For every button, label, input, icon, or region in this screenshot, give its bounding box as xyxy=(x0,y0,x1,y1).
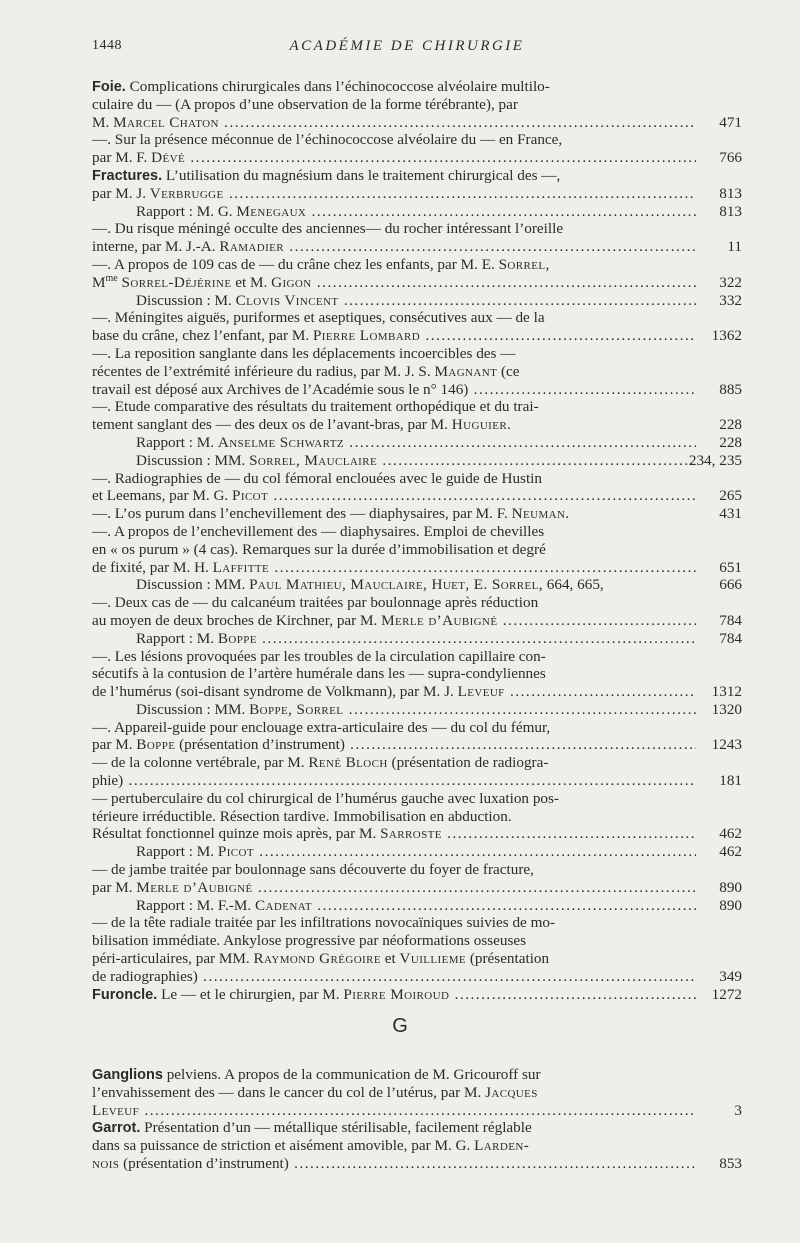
text-run: au moyen de deux broches de Kirchner, par M. xyxy=(92,611,382,629)
author-name: Laffitte xyxy=(212,558,270,576)
index-line-text xyxy=(92,683,696,701)
text-run: phie) xyxy=(92,772,124,790)
index-line-text xyxy=(92,559,696,577)
text-run: de fixité, par M. H. xyxy=(92,558,213,576)
index-line-text xyxy=(92,1084,696,1102)
page-reference: 349 xyxy=(719,967,742,985)
page-reference: 784 xyxy=(719,629,742,647)
author-name: Dévé xyxy=(151,149,186,167)
text-run: —. Du risque méningé occulte des anciennes— du rocher intéressant l’oreille xyxy=(92,220,564,238)
text-run: (présentation d’instrument) xyxy=(175,736,345,754)
text-run: base du crâne, chez l’enfant, par M. xyxy=(92,327,313,345)
index-line xyxy=(92,648,742,666)
index-line xyxy=(92,559,742,577)
index-line-text xyxy=(92,220,696,238)
index-entries-f xyxy=(92,78,742,1003)
page-reference: 322 xyxy=(719,273,742,291)
index-line-text xyxy=(136,897,696,915)
author-name: Cadenat xyxy=(255,896,312,914)
index-line xyxy=(92,131,742,149)
index-line xyxy=(92,594,742,612)
text-run: Discussion : MM. xyxy=(136,576,250,594)
text-run: M xyxy=(92,273,106,291)
index-line xyxy=(92,1084,742,1102)
index-line xyxy=(92,683,742,701)
index-line xyxy=(92,1155,742,1173)
page-reference: 666 xyxy=(719,576,742,594)
page-reference: 11 xyxy=(727,238,742,256)
author-name: Gigon xyxy=(271,273,312,291)
page-reference: 431 xyxy=(719,505,742,523)
index-line xyxy=(92,114,742,132)
index-line xyxy=(92,185,742,203)
index-line-text xyxy=(92,736,696,754)
page-reference: 332 xyxy=(719,291,742,309)
index-line xyxy=(92,825,742,843)
index-line-text xyxy=(92,754,696,772)
index-line-text xyxy=(92,470,696,488)
text-run: Rapport : M. xyxy=(136,843,218,861)
text-run: Discussion : M. xyxy=(136,291,236,309)
page-reference: 1272 xyxy=(711,985,742,1003)
index-line-text xyxy=(136,434,696,452)
text-run: sécutifs à la contusion de l’artère humérale dans les — supra-condyliennes xyxy=(92,665,546,683)
text-run: culaire du — (A propos d’une observation de la forme térébrante), par xyxy=(92,95,518,113)
text-run: par M. F. xyxy=(92,149,152,167)
author-name: Vuillieme xyxy=(399,950,467,968)
author-name: Sorrel-Déjérine xyxy=(121,273,232,291)
text-run: interne, par M. J.-A. xyxy=(92,238,220,256)
text-run: (ce xyxy=(497,362,520,380)
text-run: tement sanglant des — des deux os de l’avant-bras, par M. xyxy=(92,416,452,434)
author-name: Huguier. xyxy=(451,416,512,434)
author-name: Sorrel, xyxy=(498,255,550,273)
author-name: Paul Mathieu, Mauclaire, Huet, E. Sorrel, xyxy=(249,576,543,594)
page-reference: 853 xyxy=(719,1154,742,1172)
headword: Ganglions xyxy=(92,1067,163,1083)
index-line-text xyxy=(92,114,696,132)
index-line xyxy=(92,416,742,434)
index-line-text xyxy=(92,914,696,932)
page-reference: 265 xyxy=(719,487,742,505)
index-line-text xyxy=(92,363,696,381)
index-line-text xyxy=(92,879,696,897)
index-line-text xyxy=(92,398,696,416)
text-run: —. Deux cas de — du calcanéum traitées par boulonnage après réduction xyxy=(92,594,539,612)
page-reference: 813 xyxy=(719,184,742,202)
index-line xyxy=(92,665,742,683)
index-line-text xyxy=(92,1066,696,1085)
index-line-text xyxy=(92,78,696,97)
index-line xyxy=(92,149,742,167)
page-number: 1448 xyxy=(92,38,122,53)
author-name: Picot xyxy=(232,487,269,505)
index-line xyxy=(92,808,742,826)
text-run: travail est déposé aux Archives de l’Académie sous le n° 146) xyxy=(92,380,469,398)
text-run: —. Méningites aiguës, puriformes et aseptiques, consécutives aux — de la xyxy=(92,309,545,327)
index-line-text xyxy=(92,523,696,541)
index-line-text xyxy=(92,541,696,559)
text-run: me xyxy=(105,273,118,284)
headword: Fractures. xyxy=(92,167,163,184)
index-line-text xyxy=(136,843,696,861)
text-run: l’envahissement des — dans le cancer du col de l’utérus, par M. xyxy=(92,1083,486,1101)
author-name: René Bloch xyxy=(308,754,388,772)
text-run: Le — et le chirurgien, par M. xyxy=(157,985,344,1003)
page-reference: 228 xyxy=(719,433,742,451)
text-run: Rapport : M. G. xyxy=(136,202,237,220)
text-run: Discussion : MM. xyxy=(136,700,250,718)
text-run: par M. xyxy=(92,878,137,896)
page-reference: 1362 xyxy=(711,327,742,345)
author-name: Merle d’Aubigné xyxy=(381,611,498,629)
index-line xyxy=(92,914,742,932)
index-line-text xyxy=(92,487,696,505)
index-line xyxy=(92,1137,742,1155)
page-reference: 813 xyxy=(719,202,742,220)
index-line xyxy=(92,292,742,310)
index-line xyxy=(92,78,742,96)
text-run: Résultat fonctionnel quinze mois après, par M. xyxy=(92,825,381,843)
index-line-text xyxy=(92,238,696,256)
author-name: Marcel Chaton xyxy=(113,113,219,131)
author-name: Sorrel, Mauclaire xyxy=(249,451,378,469)
author-name: Pierre Lombard xyxy=(312,327,421,345)
index-line-text xyxy=(92,772,696,790)
index-line xyxy=(92,897,742,915)
text-run: — de la tête radiale traitée par les infiltrations novocaïniques suivies de mo- xyxy=(92,914,556,932)
index-line-text xyxy=(92,96,696,114)
text-run: par M. xyxy=(92,736,137,754)
index-line xyxy=(92,238,742,256)
index-line-text xyxy=(92,986,696,1005)
page-reference: 766 xyxy=(719,149,742,167)
author-name: Jacques xyxy=(485,1083,538,1101)
author-name: Neuman. xyxy=(511,505,570,523)
index-line-text xyxy=(136,576,696,594)
author-name: Boppe xyxy=(217,629,257,647)
index-line-text xyxy=(92,932,696,950)
text-run: Rapport : M. xyxy=(136,433,218,451)
index-line xyxy=(92,630,742,648)
index-line-text xyxy=(92,1137,696,1155)
author-name: Boppe, Sorrel xyxy=(249,700,344,718)
index-line xyxy=(92,950,742,968)
index-line xyxy=(92,274,742,292)
text-run: —. Sur la présence méconnue de l’échinococcose alvéolaire du — en France, xyxy=(92,131,563,149)
text-run: pelviens. A propos de la communication de M. Gricouroff sur xyxy=(162,1066,541,1083)
text-run: —. Etude comparative des résultats du traitement orthopédique et du trai- xyxy=(92,398,539,416)
page-reference: 784 xyxy=(719,611,742,629)
text-run: L’utilisation du magnésium dans le traitement chirurgical des —, xyxy=(162,166,561,184)
author-name: Verbrugge xyxy=(149,184,224,202)
index-line-text xyxy=(92,825,696,843)
text-run: et xyxy=(380,950,400,968)
running-header xyxy=(92,38,722,58)
page-reference: 890 xyxy=(719,878,742,896)
index-entries-g xyxy=(92,1066,742,1173)
text-run: en « os purum » (4 cas). Remarques sur la durée d’immobilisation et degré xyxy=(92,540,546,558)
index-line-text xyxy=(136,630,696,648)
author-name: Clovis Vincent xyxy=(235,291,339,309)
text-run: Discussion : MM. xyxy=(136,451,250,469)
page-reference: 462 xyxy=(719,825,742,843)
author-name: Merle d’Aubigné xyxy=(136,878,253,896)
text-run: —. Les lésions provoquées par les troubles de la circulation capillaire con- xyxy=(92,647,546,665)
index-line-text xyxy=(92,950,696,968)
page-reference: 234, 235 xyxy=(688,451,742,469)
author-name: Leveuf xyxy=(92,1101,140,1119)
index-line xyxy=(92,470,742,488)
index-line xyxy=(92,398,742,416)
section-letter: G xyxy=(392,1015,408,1037)
page-reference: 181 xyxy=(719,772,742,790)
page-reference: 462 xyxy=(719,843,742,861)
index-line-text xyxy=(92,1119,696,1138)
index-line-text xyxy=(92,1102,696,1120)
index-line xyxy=(92,932,742,950)
index-line xyxy=(92,719,742,737)
index-line xyxy=(92,986,742,1004)
index-line xyxy=(92,256,742,274)
index-line-text xyxy=(92,790,696,808)
index-line-text xyxy=(92,345,696,363)
text-run: —. Radiographies de — du col fémoral enclouées avec le guide de Hustin xyxy=(92,469,542,487)
text-run: Rapport : M. xyxy=(136,629,218,647)
author-name: nois xyxy=(92,1154,120,1172)
author-name: Picot xyxy=(217,843,254,861)
index-line-text xyxy=(136,701,696,719)
page-reference: 471 xyxy=(719,113,742,131)
index-line xyxy=(92,523,742,541)
index-line xyxy=(92,612,742,630)
author-name: Leveuf xyxy=(457,683,505,701)
author-name: Sarroste xyxy=(380,825,442,843)
text-run: péri-articulaires, par MM. xyxy=(92,950,254,968)
index-line xyxy=(92,505,742,523)
page-reference: 1243 xyxy=(711,736,742,754)
index-line xyxy=(92,736,742,754)
index-line xyxy=(92,1119,742,1137)
index-line-text xyxy=(92,274,696,292)
page-reference: 228 xyxy=(719,416,742,434)
text-run: 664, 665, xyxy=(542,576,604,594)
text-run: M. xyxy=(92,113,114,131)
text-run: Complications chirurgicales dans l’échinococcose alvéolaire multilo- xyxy=(125,78,550,95)
text-run: (présentation de radiogra- xyxy=(387,754,549,772)
running-title: ACADÉMIE DE CHIRURGIE xyxy=(289,38,525,54)
page-reference: 885 xyxy=(719,380,742,398)
index-line-text xyxy=(92,808,696,826)
text-run: (présentation xyxy=(466,950,550,968)
index-line xyxy=(92,381,742,399)
text-run: récentes de l’extrémité inférieure du radius, par M. J. S. xyxy=(92,362,435,380)
index-line xyxy=(92,309,742,327)
index-line xyxy=(92,541,742,559)
author-name: Raymond Grégoire xyxy=(253,950,381,968)
text-run: —. La reposition sanglante dans les déplacements incoercibles des — xyxy=(92,344,516,362)
text-run: et M. xyxy=(231,273,272,291)
index-line-text xyxy=(92,665,696,683)
index-line xyxy=(92,790,742,808)
index-line-text xyxy=(92,309,696,327)
index-line-text xyxy=(92,861,696,879)
index-line-text xyxy=(136,203,696,221)
headword: Garrot. xyxy=(92,1120,141,1137)
index-line xyxy=(92,345,742,363)
index-line xyxy=(92,167,742,185)
author-name: Menegaux xyxy=(236,202,307,220)
index-line-text xyxy=(92,149,696,167)
index-line xyxy=(92,861,742,879)
index-line xyxy=(92,434,742,452)
index-line xyxy=(92,968,742,986)
index-line-text xyxy=(92,327,696,345)
author-name: Pierre Moiroud xyxy=(343,985,450,1003)
text-run: —. Appareil-guide pour enclouage extra-articulaire des — du col du fémur, xyxy=(92,718,551,736)
text-run: —. L’os purum dans l’enchevillement des — diaphysaires, par M. F. xyxy=(92,505,512,523)
headword: Foie. xyxy=(92,79,126,95)
index-line-text xyxy=(92,131,696,149)
text-run: — de jambe traitée par boulonnage sans découverte du foyer de fracture, xyxy=(92,861,534,879)
text-run: —. A propos de l’enchevillement des — diaphysaires. Emploi de chevilles xyxy=(92,522,545,540)
index-line xyxy=(92,843,742,861)
index-line-text xyxy=(92,416,696,434)
author-name: Anselme Schwartz xyxy=(217,433,344,451)
index-line-text xyxy=(92,719,696,737)
index-line xyxy=(92,772,742,790)
text-run: Rapport : M. F.-M. xyxy=(136,896,256,914)
index-line xyxy=(92,327,742,345)
text-run: —. A propos de 109 cas de — du crâne chez les enfants, par M. E. xyxy=(92,255,499,273)
index-line-text xyxy=(136,452,696,470)
headword: Furoncle. xyxy=(92,986,158,1003)
index-line xyxy=(92,203,742,221)
author-name: Boppe xyxy=(136,736,176,754)
index-line xyxy=(92,1102,742,1120)
index-line-text xyxy=(92,185,696,203)
index-line-text xyxy=(92,505,696,523)
author-name: Ramadier xyxy=(219,238,285,256)
page-reference: 890 xyxy=(719,896,742,914)
index-line xyxy=(92,487,742,505)
index-line-text xyxy=(92,648,696,666)
index-line-text xyxy=(136,292,696,310)
index-line xyxy=(92,452,742,470)
text-run: et Leemans, par M. G. xyxy=(92,487,233,505)
page-reference: 651 xyxy=(719,558,742,576)
index-line xyxy=(92,754,742,772)
index-line-text xyxy=(92,612,696,630)
text-run: (présentation d’instrument) xyxy=(119,1154,289,1172)
index-line-text xyxy=(92,167,696,186)
index-line-text xyxy=(92,381,696,399)
page-reference: 3 xyxy=(734,1101,742,1119)
text-run: — pertuberculaire du col chirurgical de l’humérus gauche avec luxation pos- xyxy=(92,789,559,807)
text-run: térieure irréductible. Résection tardive. Immobilisation en abduction. xyxy=(92,807,512,825)
index-line-text xyxy=(92,1155,696,1173)
index-line-text xyxy=(92,968,696,986)
index-line xyxy=(92,96,742,114)
text-run: — de la colonne vertébrale, par M. xyxy=(92,754,309,772)
index-line xyxy=(92,363,742,381)
page-reference: 1312 xyxy=(711,683,742,701)
page-reference: 1320 xyxy=(711,700,742,718)
index-line xyxy=(92,576,742,594)
text-run: de radiographies) xyxy=(92,967,198,985)
text-run: par M. J. xyxy=(92,184,150,202)
index-line xyxy=(92,1066,742,1084)
index-line-text xyxy=(92,594,696,612)
index-line xyxy=(92,220,742,238)
text-run: bilisation immédiate. Ankylose progressive par néoformations osseuses xyxy=(92,932,527,950)
text-run: de l’humérus (soi-disant syndrome de Volkmann), par M. J. xyxy=(92,683,458,701)
index-line-text xyxy=(92,256,696,274)
author-name: Larden- xyxy=(474,1137,530,1155)
index-line xyxy=(92,701,742,719)
author-name: Magnant xyxy=(434,362,498,380)
index-line xyxy=(92,879,742,897)
text-run: Présentation d’un — métallique stérilisable, facilement réglable xyxy=(140,1119,532,1137)
text-run: dans sa puissance de striction et aisément amovible, par M. G. xyxy=(92,1137,475,1155)
